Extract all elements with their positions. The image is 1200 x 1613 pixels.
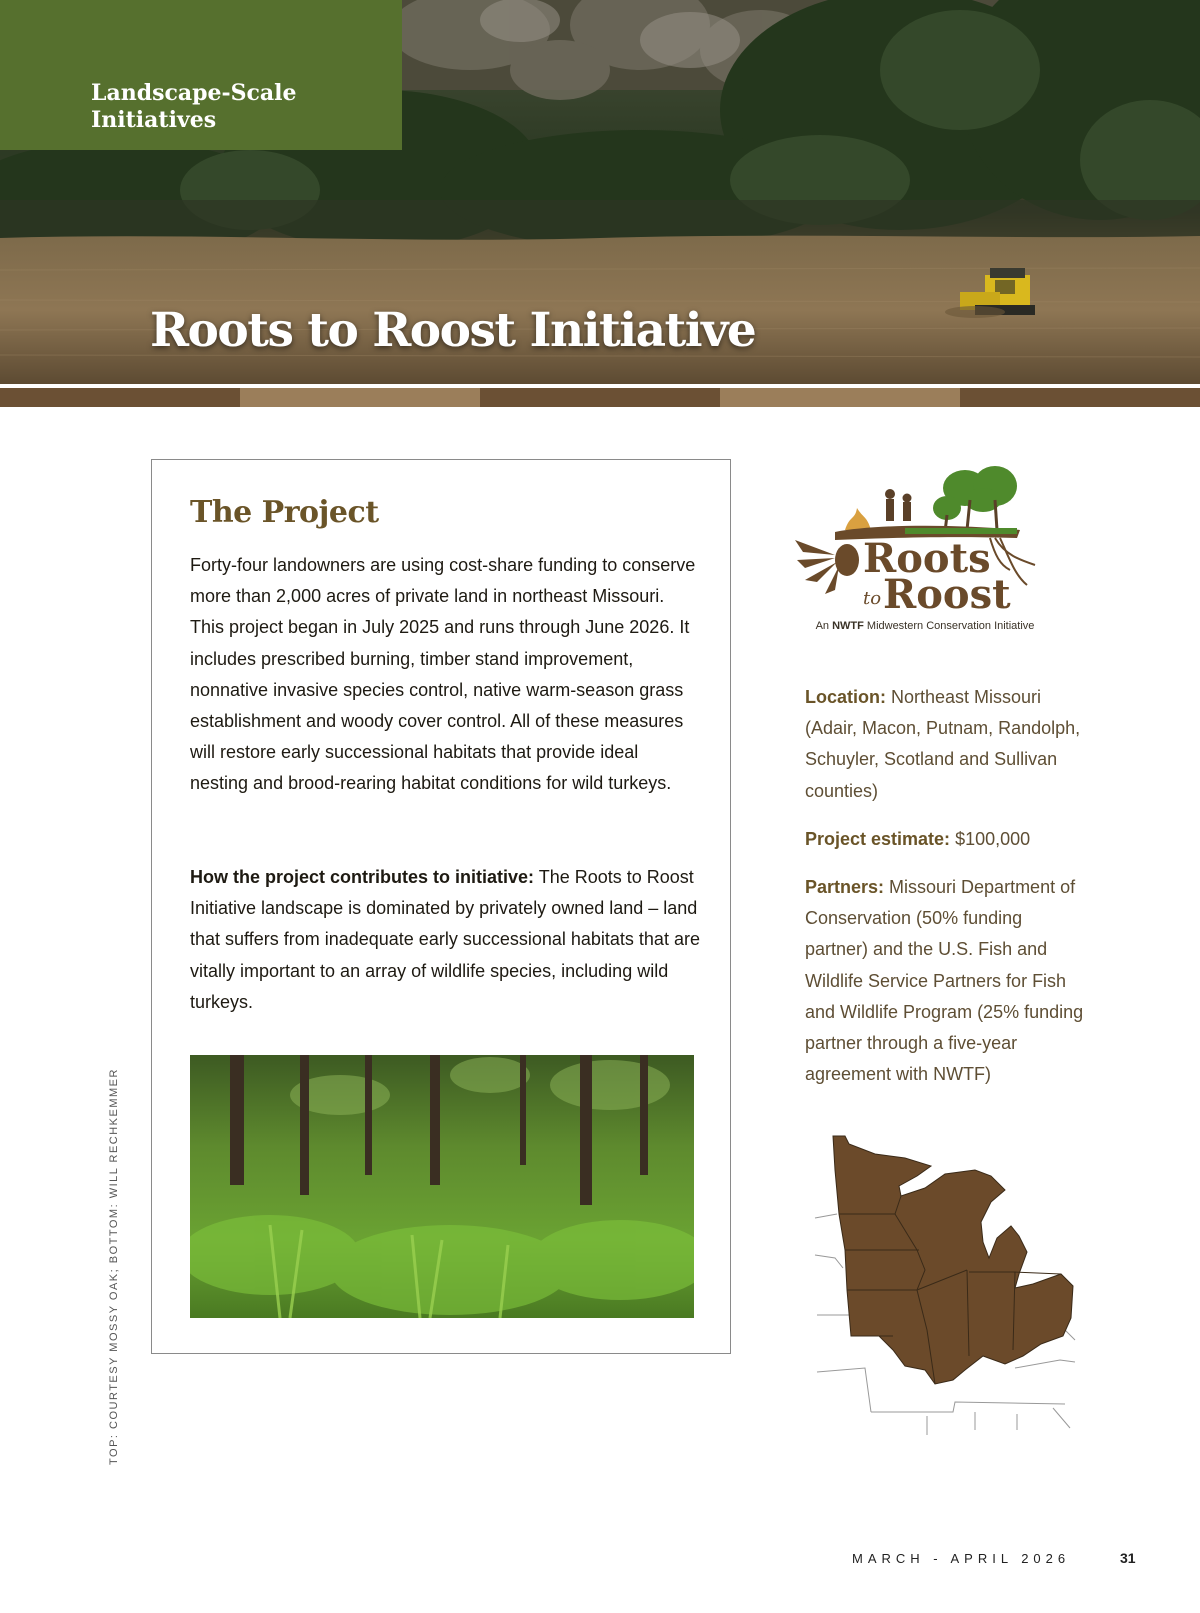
divider-stripe-segment bbox=[240, 388, 480, 407]
page-title: Roots to Roost Initiative bbox=[150, 303, 756, 358]
location-value: Northeast Missouri (Adair, Macon, Putnam, Randolph, Schuyler, Scotland and Sullivan counties) bbox=[805, 687, 1081, 801]
contribution-paragraph bbox=[190, 862, 700, 1018]
forest-understory-photo bbox=[190, 1055, 694, 1318]
project-heading: The Project bbox=[190, 495, 379, 530]
contribution-label: How the project contributes to initiative: bbox=[190, 867, 535, 887]
estimate-label: Project estimate: bbox=[805, 829, 951, 849]
divider-stripe-segment bbox=[720, 388, 960, 407]
logo-tagline-suffix: Midwestern Conservation Initiative bbox=[863, 620, 1035, 632]
partners-fact bbox=[805, 872, 1085, 1090]
map-region-midwest bbox=[833, 1136, 1073, 1384]
logo-word-roots: Roots bbox=[863, 535, 991, 582]
logo-tagline bbox=[760, 620, 1090, 632]
section-tag bbox=[0, 0, 402, 150]
divider-stripe-segment bbox=[960, 388, 1200, 407]
photo-credit: TOP: COURTESY MOSSY OAK; BOTTOM: WILL RECHKEMMER bbox=[108, 1068, 120, 1465]
estimate-fact bbox=[805, 824, 1085, 855]
section-tag-label: Landscape-Scale Initiatives bbox=[91, 80, 297, 133]
logo-tagline-nwtf: NWTF bbox=[832, 620, 864, 632]
issue-date: MARCH - APRIL 2026 bbox=[852, 1551, 1071, 1566]
estimate-value: $100,000 bbox=[950, 829, 1031, 849]
partners-label: Partners: bbox=[805, 877, 885, 897]
location-label: Location: bbox=[805, 687, 886, 707]
partners-value: Missouri Department of Conservation (50% funding partner) and the U.S. Fish and Wildlife Service Partners for Fish and Wildlife Program (25% funding partner through a five-year agreement with NWTF) bbox=[805, 877, 1084, 1085]
midwest-region-map bbox=[805, 1130, 1095, 1435]
roots-to-roost-logo bbox=[795, 460, 1055, 640]
logo-word-to: to bbox=[863, 588, 882, 609]
divider-stripe-segment bbox=[480, 388, 720, 407]
page-number: 31 bbox=[1120, 1550, 1136, 1566]
location-fact bbox=[805, 682, 1085, 807]
contribution-text: The Roots to Roost Initiative landscape is dominated by privately owned land – land that suffers from inadequate early successional habitats that are vitally important to an array of wildlife species, including wild turkeys. bbox=[190, 867, 700, 1012]
logo-tagline-prefix: An bbox=[815, 620, 833, 632]
logo-word-roost: Roost bbox=[883, 571, 1011, 618]
project-paragraph: Forty-four landowners are using cost-share funding to conserve more than 2,000 acres of private land in northeast Missouri. This project began in July 2025 and runs through June 2026. It includes prescribed burning, timber stand improvement, nonnative invasive species control, native warm-season grass establishment and woody cover control. All of these measures will restore early successional habitats that provide ideal nesting and brood-rearing habitat conditions for wild turkeys. bbox=[190, 555, 696, 794]
divider-stripe-segment bbox=[0, 388, 240, 407]
